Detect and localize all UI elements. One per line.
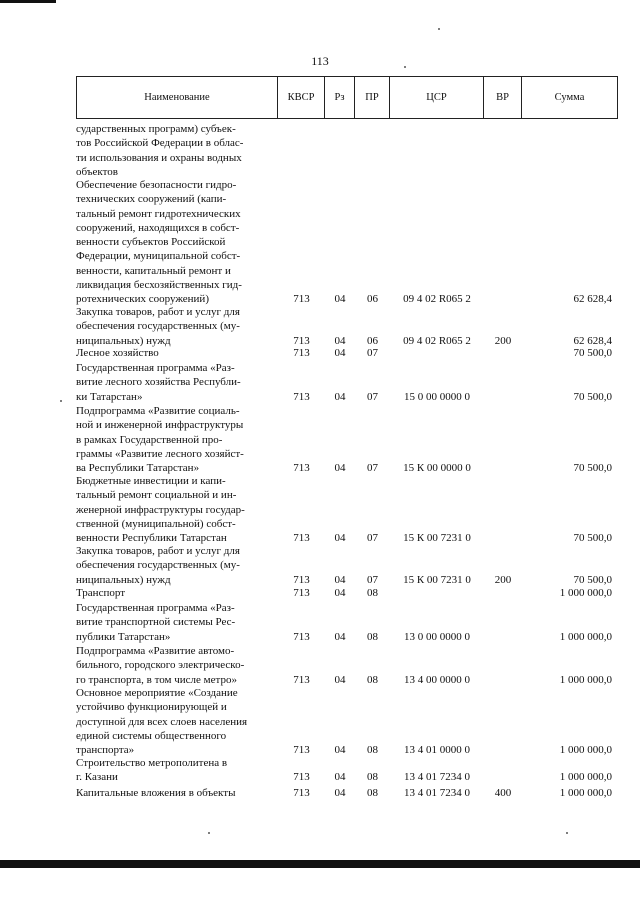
- row-name: сударственных программ) субъек- тов Российской Федерации в облас- ти использования и охраны водных объектов: [76, 123, 244, 178]
- table-row: [76, 178, 617, 307]
- row-csr: 15 К 00 7231 0: [403, 532, 471, 545]
- row-pr: 07: [367, 390, 378, 403]
- row-kvsr: 713: [293, 347, 310, 359]
- header-kvsr: КВСР: [278, 77, 325, 119]
- row-rz: 04: [334, 462, 346, 475]
- scan-speck: [208, 832, 210, 834]
- row-rz: 04: [334, 587, 346, 599]
- row-csr: 13 4 01 7234 0: [404, 787, 470, 799]
- row-rz: 04: [334, 293, 346, 306]
- row-sum: 70 500,0: [573, 532, 612, 545]
- row-csr: 13 4 00 0000 0: [404, 673, 470, 686]
- row-csr: 15 К 00 0000 0: [403, 462, 471, 475]
- row-rz: 04: [334, 630, 346, 643]
- page-number: 113: [311, 54, 329, 68]
- row-pr: 06: [367, 334, 378, 347]
- table-row: [76, 601, 617, 644]
- row-pr: 06: [367, 293, 378, 306]
- row-rz: 04: [334, 347, 346, 359]
- row-rz: 04: [334, 334, 346, 347]
- row-pr: 07: [367, 462, 378, 475]
- table-row: [76, 305, 617, 348]
- row-kvsr: 713: [293, 787, 310, 799]
- row-sum: 1 000 000,0: [559, 673, 612, 686]
- row-sum: 70 500,0: [573, 390, 612, 403]
- header-csr: ЦСР: [390, 77, 484, 119]
- row-rz: 04: [334, 532, 346, 545]
- row-name: Строительство метрополитена в г. Казани: [76, 757, 228, 784]
- row-rz: 04: [334, 771, 346, 784]
- header-name: Наименование: [77, 77, 278, 119]
- row-pr: 08: [367, 744, 378, 757]
- table-row: [76, 644, 617, 687]
- row-name: Основное мероприятие «Создание устойчиво функционирующей и доступной для всех слоев населения единой системы общественного транспорта»: [76, 687, 248, 757]
- scan-speck: [404, 66, 406, 68]
- row-name: Закупка товаров, работ и услуг для обеспечения государственных (му- ниципальных) нужд: [76, 545, 240, 586]
- row-pr: 08: [367, 673, 378, 686]
- table-row: [76, 346, 617, 360]
- row-name: Транспорт: [76, 587, 126, 599]
- row-sum: 62 628,4: [573, 334, 612, 347]
- row-sum: 1 000 000,0: [559, 630, 612, 643]
- header-sum: Сумма: [522, 77, 618, 119]
- row-pr: 07: [367, 347, 378, 359]
- header-pr: ПР: [355, 77, 390, 119]
- row-kvsr: 713: [293, 390, 310, 403]
- scan-speck: [566, 832, 568, 834]
- row-csr: 15 0 00 0000 0: [404, 390, 470, 403]
- row-pr: 08: [367, 771, 378, 784]
- row-kvsr: 713: [293, 573, 310, 586]
- row-name: Капитальные вложения в объекты: [76, 787, 236, 799]
- row-sum: 70 500,0: [573, 347, 612, 359]
- scan-edge-line: [0, 0, 56, 3]
- row-kvsr: 713: [293, 630, 310, 643]
- row-kvsr: 713: [293, 587, 310, 599]
- row-name: Государственная программа «Раз- витие лесного хозяйства Республи- ки Татарстан»: [76, 362, 241, 403]
- row-kvsr: 713: [293, 293, 310, 306]
- row-vr: 200: [494, 334, 512, 347]
- row-pr: 08: [367, 587, 378, 599]
- row-pr: 08: [367, 630, 378, 643]
- row-csr: 13 4 01 0000 0: [404, 744, 470, 757]
- row-sum: 70 500,0: [573, 462, 612, 475]
- row-sum: 1 000 000,0: [559, 587, 612, 599]
- row-kvsr: 713: [293, 744, 310, 757]
- table-row: [76, 686, 617, 758]
- scan-edge-bar: [0, 860, 640, 868]
- table-row: [76, 361, 617, 404]
- row-rz: 04: [334, 787, 346, 799]
- header-vr: ВР: [484, 77, 522, 119]
- row-sum: 1 000 000,0: [559, 787, 612, 799]
- scan-speck: [60, 400, 62, 402]
- header-rz: Рз: [325, 77, 355, 119]
- table-row: [76, 786, 617, 800]
- row-csr: 15 К 00 7231 0: [403, 573, 471, 586]
- row-name: Лесное хозяйство: [76, 347, 159, 359]
- row-name: Государственная программа «Раз- витие транспортной системы Рес- публики Татарстан»: [76, 602, 236, 643]
- row-name: Закупка товаров, работ и услуг для обеспечения государственных (му- ниципальных) нужд: [76, 306, 240, 347]
- row-name: Обеспечение безопасности гидро- технических сооружений (капи- тальный ремонт гидротехнических сооружений, находящихся в собст- венности субъектов Российской Федерации, муниципальной собст- венности, капитальный ремонт и ликвидация бесхозяйственных гид- ротехнических сооружений): [76, 179, 242, 306]
- row-pr: 08: [367, 787, 378, 799]
- row-vr: 200: [494, 573, 512, 586]
- table-row: [76, 544, 617, 587]
- row-rz: 04: [334, 673, 346, 686]
- row-rz: 04: [334, 390, 346, 403]
- row-kvsr: 713: [293, 462, 310, 475]
- row-rz: 04: [334, 573, 346, 586]
- row-vr: 400: [494, 787, 512, 799]
- row-name: Подпрограмма «Развитие социаль- ной и инженерной инфраструктуры в рамках Государственной про- граммы «Развитие лесного хозяйст- ва Республики Татарстан»: [76, 405, 244, 475]
- row-pr: 07: [367, 573, 378, 586]
- row-sum: 62 628,4: [573, 293, 612, 306]
- row-name: Подпрограмма «Развитие автомо- бильного, городского электрическо- го транспорта, в том числе метро»: [76, 645, 245, 686]
- row-kvsr: 713: [293, 334, 310, 347]
- table-row: [76, 756, 617, 785]
- row-csr: 09 4 02 R065 2: [403, 293, 471, 306]
- table-row: [76, 404, 617, 476]
- row-kvsr: 713: [293, 532, 310, 545]
- row-csr: 09 4 02 R065 2: [403, 334, 471, 347]
- row-rz: 04: [334, 744, 346, 757]
- row-sum: 70 500,0: [573, 573, 612, 586]
- table-header: [76, 76, 618, 119]
- table-row: [76, 474, 617, 546]
- row-name: Бюджетные инвестиции и капи- тальный ремонт социальной и ин- женерной инфраструктуры государ- ственной (муниципальной) собст- венности Республики Татарстан: [76, 475, 245, 545]
- row-kvsr: 713: [293, 673, 310, 686]
- table-row: [76, 122, 617, 179]
- row-kvsr: 713: [293, 771, 310, 784]
- row-sum: 1 000 000,0: [559, 771, 612, 784]
- table-row: [76, 586, 617, 600]
- row-sum: 1 000 000,0: [559, 744, 612, 757]
- row-pr: 07: [367, 532, 378, 545]
- row-csr: 13 4 01 7234 0: [404, 771, 470, 784]
- row-csr: 13 0 00 0000 0: [404, 630, 470, 643]
- scan-speck: [438, 28, 440, 30]
